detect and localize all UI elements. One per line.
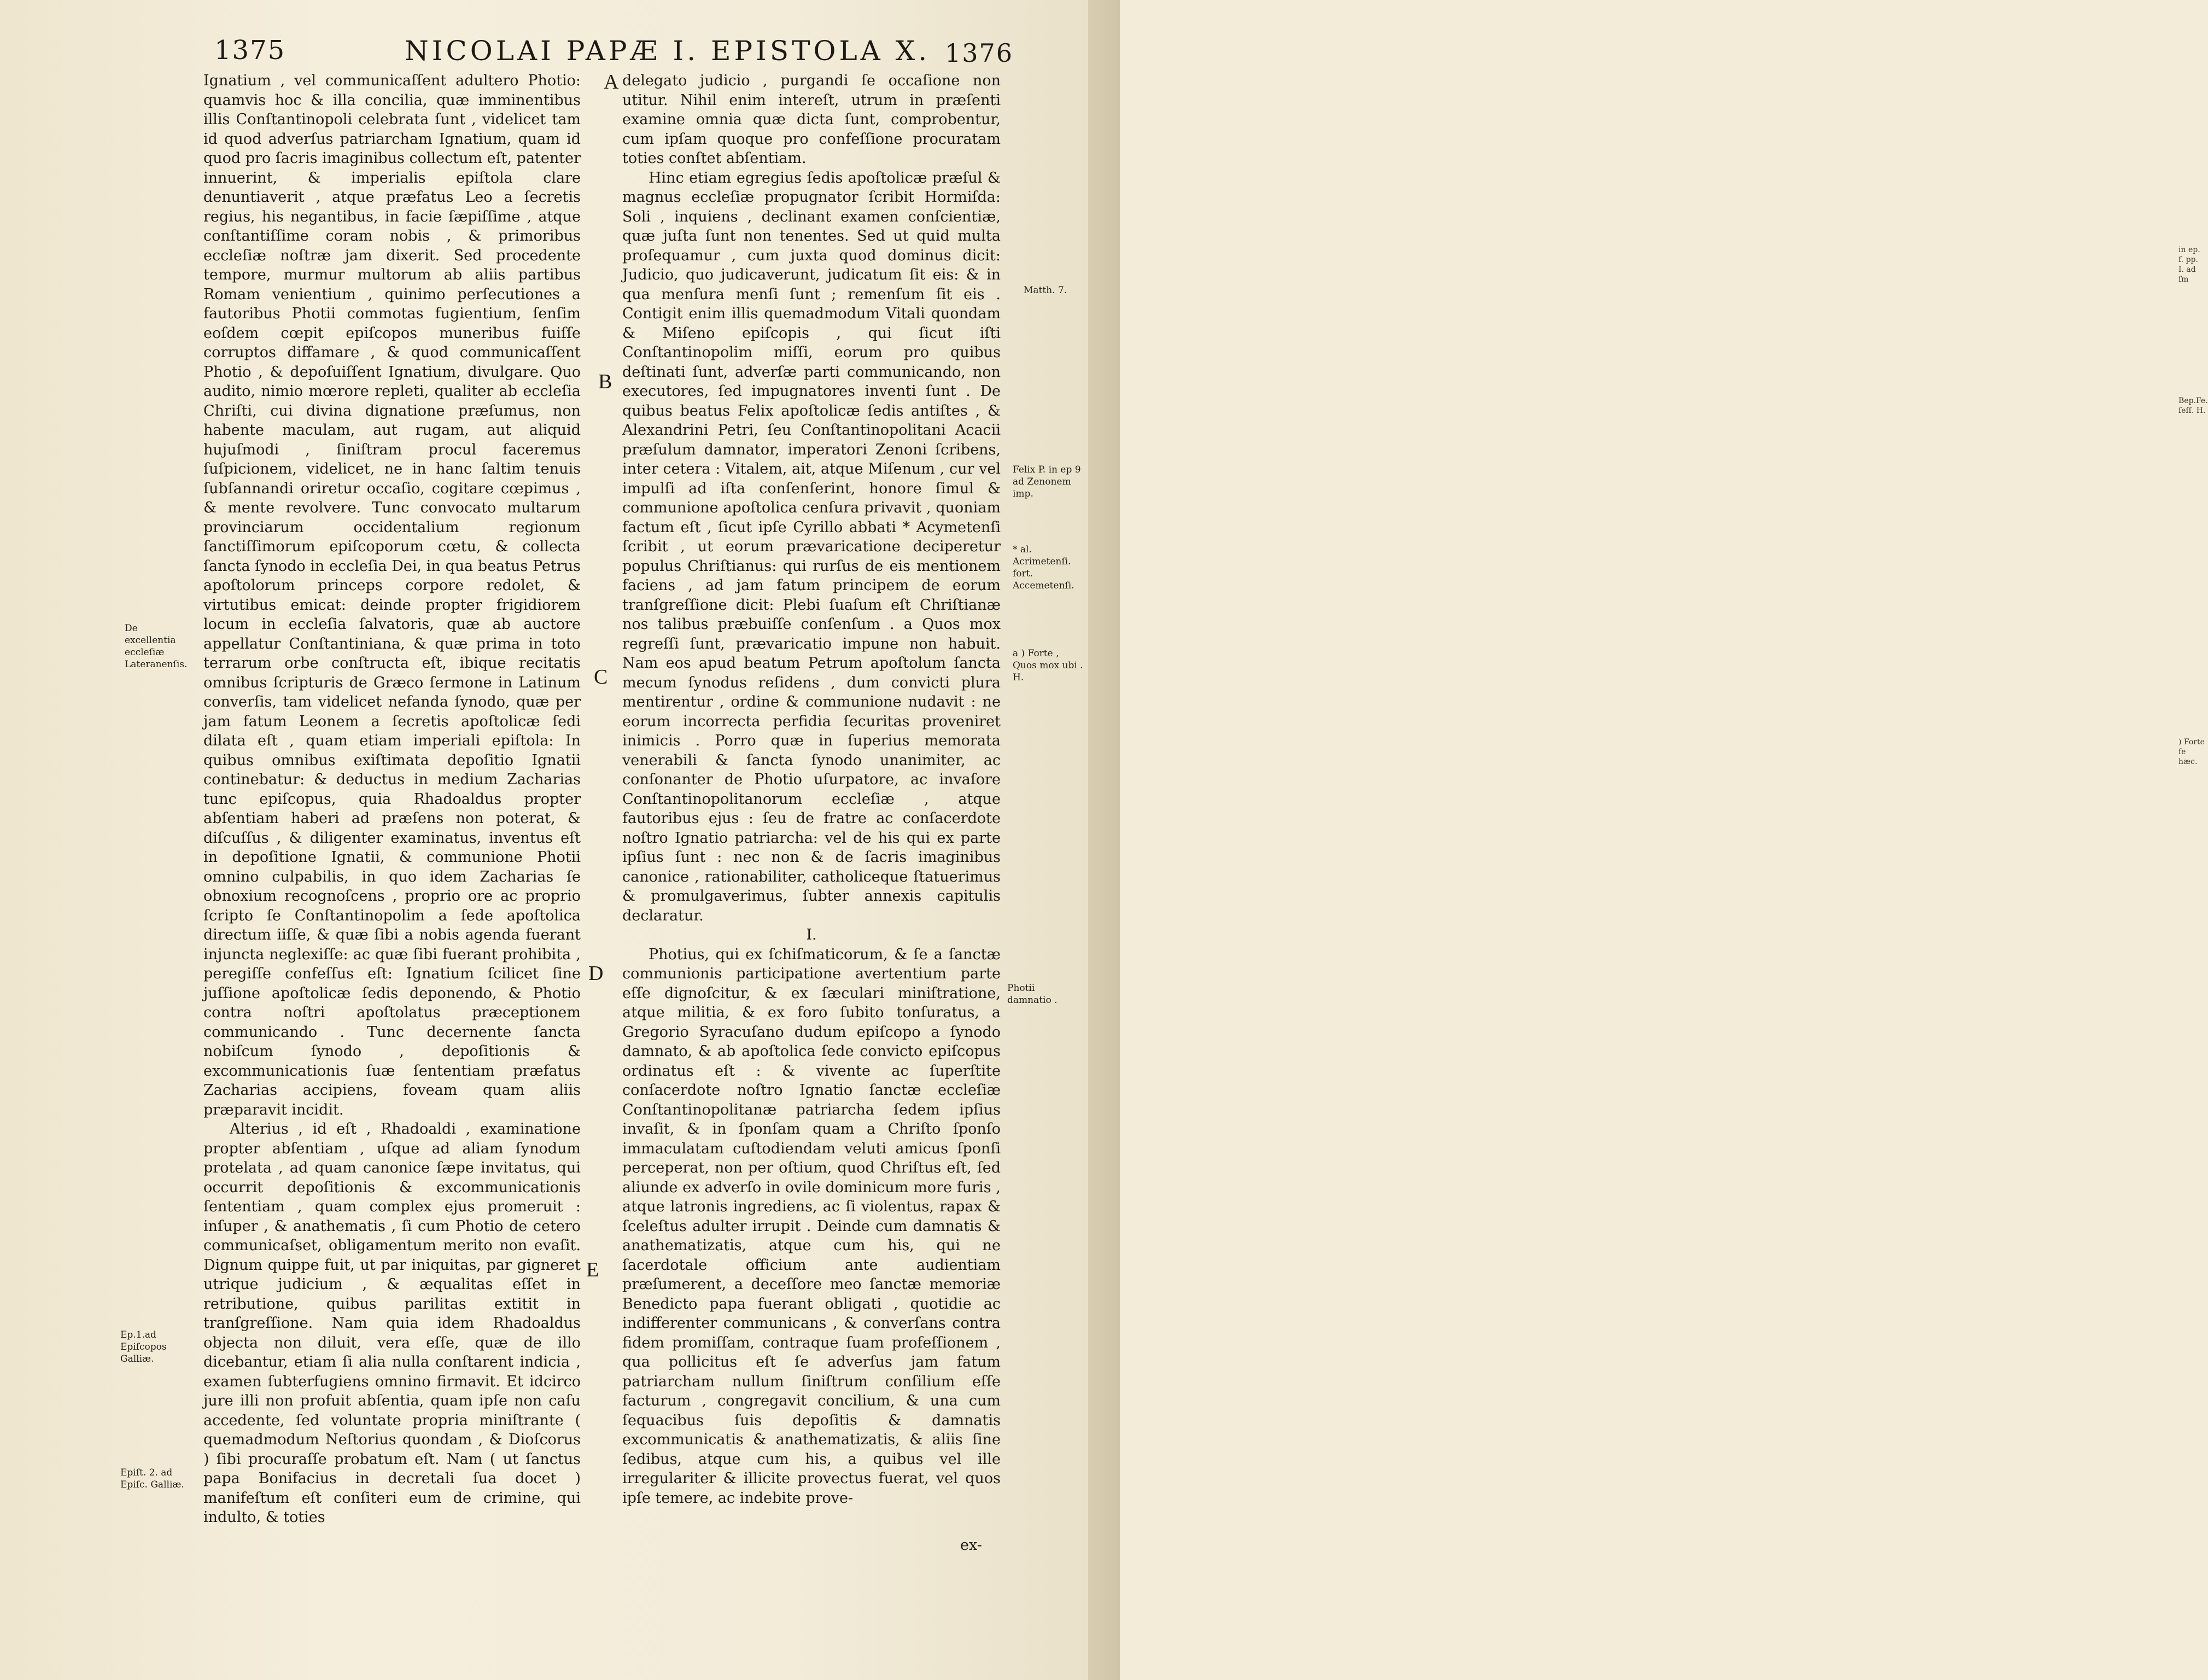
- left-paragraph-1: Ignatium , vel communicaſſent adultero Photio: quamvis hoc & illa concilia, quæ imminentibus illis Conſtantinopoli celebrata ſunt , videlicet tam id quod adverſus patriarcham Ignatium, quam id quod pro ſacris imaginibus collectum eſt, patenter innuerint, & imperialis epiſtola clare denuntiaverit , atque præfatus Leo a ſecretis regius, his negantibus, in facie ſæpiſſime , atque conſtantiſſime coram nobis , & primoribus eccleſiæ noſtræ jam dixerit. Sed procedente tempore, murmur multorum ab aliis partibus Romam venientium , quinimo perſecutiones a fautoribus Photii commotas fugientium, ſenſim eoſdem cœpit epiſcopos muneribus fuiſſe corruptos diffamare , & quod communicaſſent Photio , & depoſuiſſent Ignatium, divulgare. Quo audito, nimio mœrore repleti, qualiter ab eccleſia Chriſti, cui divina dignatione præſumus, non habente maculam, aut rugam, aut aliquid hujuſmodi , ſiniſtram procul faceremus ſuſpicionem, videlicet, ne in hanc ſaltim tenuis ſubſannandi oriretur occaſio, cogitare cœpimus , & mente revolvere. Tunc convocato multarum provinciarum occidentalium regionum ſanctiſſimorum epiſcoporum cœtu, & collecta ſancta ſynodo in eccleſia Dei, in qua beatus Petrus apoſtolorum princeps corpore redolet, & virtutibus emicat: deinde propter frigidiorem locum in eccleſia ſalvatoris, quæ ab auctore appellatur Conſtantiniana, & quæ prima in toto terrarum orbe conſtructa eſt, ibique recitatis omnibus ſcripturis de Græco ſermone in Latinum converſis, tam videlicet nefanda ſynodo, quæ per jam fatum Leonem a ſecretis apoſtolicæ ſedi dilata eſt , quam etiam imperiali epiſtola: In quibus omnibus exiſtimata depoſitio Ignatii continebatur: & deductus in medium Zacharias tunc epiſcopus, quia Rhadoaldus propter abſentiam haberi ad præſens non poterat, & diſcuſſus , & diligenter examinatus, inventus eſt in depoſitione Ignatii, & communione Photii omnino culpabilis, in quo idem Zacharias ſe obnoxium recognoſcens , proprio ore ac proprio ſcripto ſe Conſtantinopolim a ſede apoſtolica directum iiſſe, & quæ ſibi a nobis agenda fuerant injuncta neglexiſſe: ac quæ ſibi fuerant prohibita , peregiſſe confeſſus eſt: Ignatium ſcilicet ſine juſſione apoſtolicæ ſedis deponendo, & Photio contra noſtri apoſtolatus præceptionem communicando . Tunc decernente ſancta nobiſcum ſynodo , depoſitionis & excommunicationis ſuæ ſententiam præfatus Zacharias accipiens, foveam quam aliis præparavit incidit.: [203, 72, 581, 1118]
- left-paragraph-2: Alterius , id eſt , Rhadoaldi , examinatione propter abſentiam , uſque ad aliam ſynodum protelata , ad quam canonice ſæpe invitatus, qui occurrit depoſitionis & excommunicationis ſententiam , quam complex ejus promeruit : inſuper , & anathematis , ſi cum Photio de cetero communicaſset, obligamentum merito non evaſit. Dignum quippe fuit, ut par iniquitas, par gigneret utrique judicium , & æqualitas eſſet in retributione, quibus parilitas extitit in tranſgreſſione. Nam quia idem Rhadoaldus objecta non diluit, vera eſſe, quæ de illo dicebantur, etiam ſi alia nulla conſtarent indicia , examen ſubterfugiens omnino firmavit. Et idcirco jure illi non profuit abſentia, quam ipſe non caſu accedente, ſed voluntate propria miniſtrante ( quemadmodum Neſtorius quondam , & Dioſcorus ) ſibi procuraſſe probatum eſt. Nam ( ut ſanctus papa Bonifacius in decretali ſua docet ) manifeſtum eſt conſiteri eum de crimine, qui indulto, & toties: [203, 1121, 581, 1526]
- running-title: NICOLAI PAPÆ I. EPISTOLA X.: [405, 35, 931, 67]
- margin-note-felix: Felix P. in ep 9 ad Zenonem imp.: [1013, 464, 1081, 499]
- right-text-column: [622, 71, 1001, 1508]
- margin-note-ep1: Ep.1.ad Epiſcopos Galliæ.: [120, 1329, 167, 1364]
- section-number: I.: [806, 926, 817, 943]
- section-marker-c: C: [594, 666, 608, 689]
- running-header: [0, 35, 1120, 73]
- margin-note-ep2: Epiſt. 2. ad Epiſc. Galliæ.: [120, 1467, 184, 1490]
- adjacent-page-note-2: Bep.Fe. ſeſſ. H.: [2178, 396, 2208, 415]
- margin-note-photius: Photii damnatio .: [1007, 983, 1058, 1006]
- section-marker-b: B: [598, 370, 612, 393]
- right-paragraph-3: Photius, qui ex ſchiſmaticorum, & ſe a ſanctæ communionis participatione avertentium parte eſſe dignoſcitur, & ex ſæculari miniſtratione, atque militia, & ex foro ſubito tonſuratus, a Gregorio Syracuſano dudum epiſcopo a ſynodo damnato, & ab apoſtolica ſede convicto epiſcopus ordinatus eſt : & vivente ac ſuperſtite conſacerdote noſtro Ignatio ſanctæ eccleſiæ Conſtantinopolitanæ patriarcha ſedem ipſius invaſit, & in ſponſam quam a Chriſto ſponſo immaculatam cuſtodiendam veluti amicus ſponſi perceperat, non per oſtium, quod Chriſtus eſt, ſed aliunde ex adverſo in ovile dominicum more furis , atque latronis ingrediens, ac ſi violentus, rapax & ſceleſtus adulter irrupit . Deinde cum damnatis & anathematizatis, atque cum his, qui ne ſacerdotale officium ante audientiam præſumerent, a deceſſore meo ſanctæ memoriæ Benedicto papa fuerant obligati , quotidie ac indifferenter communicans , & converſans contra fidem promiſſam, contraque ſuam profeſſionem , qua pollicitus eſt ſe adverſus jam fatum patriarcham nullum ſiniſtrum conſilium eſſe facturum , congregavit concilium, & una cum ſequacibus ſuis depoſitis & damnatis excommunicatis & anathematizatis, & aliis ſine ſedibus, atque cum his, a quibus vel ille irregulariter & illicite provectus fuerat, vel quos ipſe temere, ac indebite prove-: [622, 946, 1001, 1507]
- section-marker-d: D: [588, 962, 604, 985]
- right-paragraph-2: Hinc etiam egregius ſedis apoſtolicæ præſul & magnus eccleſiæ propugnator ſcribit Hormiſda: Soli , inquiens , declinant examen conſcientiæ, quæ juſta ſunt non tenentes. Sed ut quid multa proſequamur , cum juxta quod dominus dicit: Judicio, quo judicaverunt, judicatum ſit eis: & in qua menſura menſi ſunt ; remenſum ſit eis . Contigit enim illis quemadmodum Vitali quondam & Miſeno epiſcopis , qui ſicut iſti Conſtantinopolim miſſi, eorum pro quibus deſtinati ſunt, adverſæ parti communicando, non executores, ſed impugnatores inventi ſunt . De quibus beatus Felix apoſtolicæ ſedis antiſtes , & Alexandrini Petri, ſeu Conſtantinopolitani Acacii præſulum damnator, imperatori Zenoni ſcribens, inter cetera : Vitalem, ait, atque Miſenum , cur vel impulſi ad iſta conſenſerint, honore ſimul & communione apoſtolica cenſura privavit , quoniam factum eſt , ſicut ipſe Cyrillo abbati * Acymetenſi ſcribit , ut eorum prævaricatione deciperetur populus Chriſtianus: qui rurſus de eis mentionem faciens , ad jam fatum principem de eorum tranſgreſſione dicit: Plebi ſuaſum eſt Chriſtianæ nos talibus præbuiſſe conſenſum . a Quos mox regreſſi ſunt, prævaricatio impune non habuit. Nam eos apud beatum Petrum apoſtolum ſancta mecum ſynodus reſidens , dum convicti plura mentirentur , ordine & communione nudavit : ne eorum incorrecta perfidia ſecuritas proveniret inimicis . Porro quæ in ſuperius memorata venerabili & ſancta ſynodo unanimiter, ac conſonanter de Photio uſurpatore, ac invaſore Conſtantinopolitanorum eccleſiæ , atque fautoribus ejus : ſeu de fratre ac conſacerdote noſtro Ignatio patriarcha: vel de his qui ex parte ipſius ſunt : nec non & de ſacris imaginibus canonice , rationabiliter, catholiceque ſtatuerimus & promulgaverimus, ſubter annexis capitulis declaratur.: [622, 169, 1001, 924]
- section-marker-a: A: [604, 71, 619, 94]
- margin-note-forte: a ) Forte , Quos mox ubi . H.: [1013, 648, 1083, 683]
- adjacent-page-edge: [1088, 0, 2208, 1680]
- right-paragraph-1: delegato judicio , purgandi ſe occaſione non utitur. Nihil enim intereſt, utrum in præſenti examine omnia quæ dicta ſunt, comprobentur, cum ipſam quoque pro confeſſione procuratam toties conſtet abſentiam.: [622, 72, 1001, 167]
- page-number-right: 1376: [945, 38, 1014, 68]
- catchword: ex-: [960, 1537, 982, 1554]
- adjacent-page-note-3: ) Forte fe hæc.: [2178, 738, 2205, 766]
- adjacent-page-note-1: in ep. f. pp. I. ad ſm: [2178, 246, 2200, 284]
- margin-note-lateran: De excellentia eccleſiæ Lateranenſis.: [125, 623, 188, 670]
- section-marker-e: E: [586, 1258, 599, 1281]
- margin-note-acrimetensi: * al. Acrimetenſi. fort. Accemetenſi.: [1013, 544, 1074, 591]
- left-text-column: [203, 71, 581, 1527]
- margin-note-matthew: Matth. 7.: [1024, 285, 1067, 296]
- page-number-left: 1375: [214, 35, 286, 66]
